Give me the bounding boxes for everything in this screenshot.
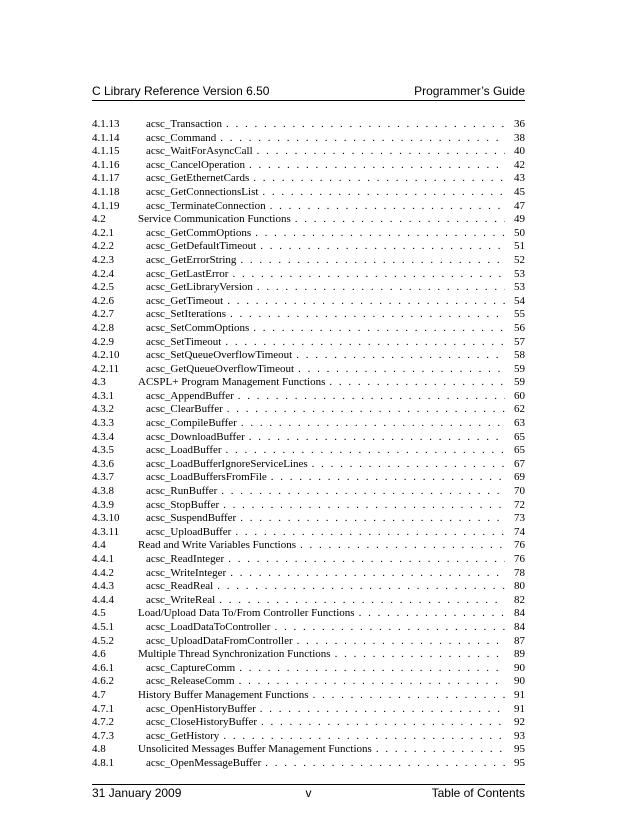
toc-entry[interactable]	[92, 240, 525, 254]
toc-entry-number: 4.6	[92, 648, 106, 661]
toc-entry-title: Read and Write Variables Functions	[138, 539, 297, 552]
toc-entry[interactable]	[92, 485, 525, 499]
toc-entry-number: 4.4.3	[92, 580, 114, 593]
toc-entry-line	[146, 322, 525, 336]
toc-entry-title: acsc_SetQueueOverflowTimeout	[146, 349, 293, 362]
toc-entry-page: 65	[514, 430, 525, 443]
toc-entry-line	[146, 118, 525, 132]
toc-entry-number: 4.1.17	[92, 172, 120, 185]
toc-entry-page: 78	[514, 566, 525, 579]
toc-entry-number: 4.2.11	[92, 362, 120, 375]
toc-entry-page: 56	[514, 321, 525, 334]
dot-leader	[226, 118, 505, 132]
toc-entry-number: 4.2.10	[92, 349, 120, 362]
toc-entry[interactable]	[92, 689, 525, 703]
toc-entry-page: 43	[514, 172, 525, 185]
toc-entry-page: 53	[514, 267, 525, 280]
toc-entry-line	[146, 444, 525, 458]
toc-entry-page: 63	[514, 417, 525, 430]
toc-entry-line	[146, 621, 525, 635]
toc-entry-title: History Buffer Management Functions	[138, 688, 309, 701]
toc-entry-line	[146, 417, 525, 431]
toc-entry-number: 4.2.6	[92, 294, 114, 307]
toc-entry[interactable]	[92, 159, 525, 173]
toc-entry-title: acsc_WaitForAsyncCall	[146, 145, 253, 158]
toc-entry-page: 50	[514, 226, 525, 239]
toc-entry-title: acsc_SetTimeout	[146, 335, 222, 348]
toc-entry-page: 95	[514, 743, 525, 756]
toc-entry[interactable]	[92, 512, 525, 526]
dot-leader	[223, 499, 505, 513]
toc-entry-number: 4.3.7	[92, 471, 114, 484]
toc-entry-page: 84	[514, 620, 525, 633]
toc-entry-line	[138, 743, 525, 757]
toc-entry[interactable]	[92, 132, 525, 146]
dot-leader	[227, 403, 505, 417]
toc-entry-page: 67	[514, 457, 525, 470]
toc-entry[interactable]	[92, 213, 525, 227]
toc-entry-line	[146, 567, 525, 581]
dot-leader	[359, 607, 505, 621]
toc-entry-line	[146, 662, 525, 676]
toc-entry-title: acsc_AppendBuffer	[146, 389, 234, 402]
dot-leader	[297, 635, 505, 649]
toc-entry-title: acsc_TerminateConnection	[146, 199, 266, 212]
toc-entry[interactable]	[92, 594, 525, 608]
toc-entry[interactable]	[92, 118, 525, 132]
dot-leader	[230, 308, 505, 322]
toc-entry-page: 62	[514, 403, 525, 416]
dot-leader	[228, 553, 505, 567]
toc-entry[interactable]	[92, 662, 525, 676]
page-footer	[92, 786, 525, 802]
toc-entry-title: Multiple Thread Synchronization Functions	[138, 648, 331, 661]
toc-entry-page: 55	[514, 308, 525, 321]
toc-entry[interactable]	[92, 431, 525, 445]
toc-entry-line	[146, 431, 525, 445]
toc-entry-title: acsc_GetHistory	[146, 729, 220, 742]
toc-entry-number: 4.4	[92, 539, 106, 552]
toc-entry[interactable]	[92, 635, 525, 649]
toc-entry-page: 82	[514, 593, 525, 606]
dot-leader	[249, 431, 505, 445]
toc-entry-line	[146, 716, 525, 730]
toc-entry-page: 53	[514, 281, 525, 294]
toc-entry-title: acsc_OpenMessageBuffer	[146, 756, 262, 769]
toc-entry-title: acsc_GetCommOptions	[146, 226, 252, 239]
toc-entry-title: acsc_SuspendBuffer	[146, 512, 237, 525]
dot-leader	[329, 376, 505, 390]
toc-entry-number: 4.3.4	[92, 430, 114, 443]
toc-entry-page: 54	[514, 294, 525, 307]
dot-leader	[238, 390, 505, 404]
toc-entry-title: acsc_CaptureComm	[146, 661, 236, 674]
toc-entry-title: acsc_WriteInteger	[146, 566, 227, 579]
toc-entry[interactable]	[92, 716, 525, 730]
toc-entry-title: acsc_CloseHistoryBuffer	[146, 716, 257, 729]
toc-entry-number: 4.2.9	[92, 335, 114, 348]
dot-leader	[274, 621, 505, 635]
toc-entry-page: 47	[514, 199, 525, 212]
toc-entry-title: Load/Upload Data To/From Controller Functions	[138, 607, 355, 620]
table-of-contents	[92, 118, 525, 771]
dot-leader	[249, 159, 505, 173]
toc-entry-number: 4.3.5	[92, 444, 114, 457]
toc-entry[interactable]	[92, 526, 525, 540]
dot-leader	[300, 539, 505, 553]
toc-entry-title: acsc_GetConnectionsList	[146, 185, 259, 198]
toc-entry-number: 4.3.9	[92, 498, 114, 511]
toc-entry-title: Service Communication Functions	[138, 213, 291, 226]
toc-entry-title: acsc_WriteReal	[146, 593, 216, 606]
toc-entry-number: 4.1.13	[92, 118, 120, 130]
toc-entry-page: 80	[514, 580, 525, 593]
toc-entry-line	[146, 349, 525, 363]
header-guide-name: Programmer’s Guide	[414, 84, 525, 98]
toc-entry-number: 4.5.1	[92, 620, 114, 633]
toc-entry[interactable]	[92, 349, 525, 363]
toc-entry[interactable]	[92, 471, 525, 485]
dot-leader	[261, 716, 505, 730]
header-rule	[92, 100, 525, 101]
toc-entry-number: 4.6.1	[92, 661, 114, 674]
toc-entry-number: 4.7.1	[92, 702, 114, 715]
toc-entry-page: 89	[514, 648, 525, 661]
toc-entry-line	[146, 145, 525, 159]
toc-entry[interactable]	[92, 336, 525, 350]
toc-entry-number: 4.2.4	[92, 267, 114, 280]
toc-entry-line	[138, 213, 525, 227]
dot-leader	[221, 485, 505, 499]
toc-entry[interactable]	[92, 648, 525, 662]
toc-entry-title: acsc_UploadDataFromController	[146, 634, 293, 647]
toc-entry-page: 90	[514, 675, 525, 688]
toc-entry-line	[146, 227, 525, 241]
toc-entry-page: 84	[514, 607, 525, 620]
toc-entry-title: ACSPL+ Program Management Functions	[138, 376, 326, 389]
toc-entry[interactable]	[92, 580, 525, 594]
toc-entry-number: 4.6.2	[92, 675, 114, 688]
dot-leader	[257, 145, 505, 159]
toc-entry-page: 36	[514, 118, 525, 130]
toc-entry[interactable]	[92, 172, 525, 186]
toc-entry-number: 4.1.19	[92, 199, 120, 212]
toc-entry[interactable]	[92, 268, 525, 282]
dot-leader	[257, 281, 505, 295]
toc-entry-line	[146, 757, 525, 771]
toc-entry[interactable]	[92, 254, 525, 268]
toc-entry-title: acsc_GetTimeout	[146, 294, 224, 307]
toc-entry[interactable]	[92, 607, 525, 621]
dot-leader	[230, 567, 505, 581]
toc-entry-title: acsc_ReadInteger	[146, 553, 225, 565]
toc-entry-line	[146, 336, 525, 350]
dot-leader	[239, 675, 505, 689]
toc-entry-number: 4.5	[92, 607, 106, 620]
dot-leader	[335, 648, 505, 662]
toc-entry-title: acsc_UploadBuffer	[146, 525, 232, 538]
toc-entry-number: 4.7	[92, 688, 106, 701]
toc-entry-number: 4.2.1	[92, 226, 114, 239]
dot-leader	[255, 227, 505, 241]
dot-leader	[227, 295, 505, 309]
toc-entry-title: acsc_OpenHistoryBuffer	[146, 702, 256, 715]
toc-entry-title: Unsolicited Messages Buffer Management Functions	[138, 743, 372, 756]
toc-entry[interactable]	[92, 417, 525, 431]
dot-leader	[253, 322, 505, 336]
toc-entry-page: 72	[514, 498, 525, 511]
toc-entry-number: 4.5.2	[92, 634, 114, 647]
footer-date: 31 January 2009	[92, 786, 182, 800]
toc-entry-line	[146, 254, 525, 268]
toc-entry-title: acsc_StopBuffer	[146, 498, 220, 511]
toc-entry-line	[146, 132, 525, 146]
dot-leader	[223, 730, 505, 744]
footer-section: Table of Contents	[431, 786, 525, 800]
toc-entry-line	[138, 689, 525, 703]
toc-entry-line	[146, 485, 525, 499]
toc-entry-line	[146, 363, 525, 377]
toc-entry-line	[146, 458, 525, 472]
toc-entry-page: 49	[514, 213, 525, 226]
dot-leader	[235, 526, 505, 540]
toc-entry-title: acsc_LoadBuffer	[146, 444, 222, 457]
toc-entry-line	[146, 730, 525, 744]
dot-leader	[295, 213, 505, 227]
dot-leader	[225, 336, 505, 350]
toc-entry-line	[146, 390, 525, 404]
toc-entry-page: 76	[514, 539, 525, 552]
toc-entry-line	[146, 281, 525, 295]
dot-leader	[376, 743, 505, 757]
toc-entry-page: 93	[514, 729, 525, 742]
toc-entry-line	[146, 635, 525, 649]
toc-entry-number: 4.1.16	[92, 158, 120, 171]
toc-entry-line	[146, 703, 525, 717]
toc-entry-number: 4.7.2	[92, 716, 114, 729]
toc-entry-page: 45	[514, 185, 525, 198]
toc-entry[interactable]	[92, 308, 525, 322]
toc-entry-line	[146, 240, 525, 254]
toc-entry-line	[146, 308, 525, 322]
toc-entry-line	[138, 539, 525, 553]
toc-entry-line	[146, 295, 525, 309]
toc-entry-line	[146, 172, 525, 186]
toc-entry[interactable]	[92, 376, 525, 390]
toc-entry-page: 58	[514, 349, 525, 362]
dot-leader	[239, 662, 505, 676]
dot-leader	[220, 132, 505, 146]
toc-entry-line	[146, 553, 525, 567]
dot-leader	[296, 349, 505, 363]
toc-entry-number: 4.8.1	[92, 756, 114, 769]
toc-entry-title: acsc_ReadReal	[146, 580, 214, 593]
toc-entry-title: acsc_Command	[146, 131, 217, 144]
toc-entry-line	[146, 675, 525, 689]
toc-entry-number: 4.8	[92, 743, 106, 756]
toc-entry-number: 4.3.11	[92, 525, 120, 538]
toc-entry-title: acsc_GetDefaultTimeout	[146, 240, 257, 253]
toc-entry[interactable]	[92, 539, 525, 553]
toc-entry[interactable]	[92, 730, 525, 744]
toc-entry-page: 38	[514, 131, 525, 144]
toc-entry-number: 4.3.3	[92, 417, 114, 430]
toc-entry-page: 60	[514, 389, 525, 402]
toc-entry[interactable]	[92, 553, 525, 567]
toc-entry[interactable]	[92, 295, 525, 309]
toc-entry-page: 91	[514, 702, 525, 715]
dot-leader	[298, 363, 505, 377]
toc-entry-number: 4.1.15	[92, 145, 120, 158]
toc-entry[interactable]	[92, 499, 525, 513]
toc-entry-title: acsc_LoadDataToController	[146, 620, 271, 633]
toc-entry-page: 40	[514, 145, 525, 158]
toc-entry-number: 4.3.2	[92, 403, 114, 416]
toc-entry[interactable]	[92, 567, 525, 581]
toc-entry-page: 69	[514, 471, 525, 484]
toc-entry[interactable]	[92, 458, 525, 472]
toc-entry-number: 4.1.18	[92, 185, 120, 198]
toc-entry-line	[146, 594, 525, 608]
dot-leader	[260, 703, 505, 717]
dot-leader	[313, 689, 505, 703]
toc-entry[interactable]	[92, 743, 525, 757]
toc-entry-line	[146, 403, 525, 417]
toc-entry-number: 4.4.4	[92, 593, 114, 606]
toc-entry-title: acsc_ClearBuffer	[146, 403, 223, 416]
toc-entry-page: 65	[514, 444, 525, 457]
toc-entry-number: 4.2.8	[92, 321, 114, 334]
toc-entry-number: 4.3	[92, 376, 106, 389]
toc-entry-title: acsc_SetCommOptions	[146, 321, 250, 334]
dot-leader	[240, 512, 505, 526]
toc-entry-number: 4.3.10	[92, 512, 120, 525]
dot-leader	[219, 594, 505, 608]
toc-entry-number: 4.2.5	[92, 281, 114, 294]
toc-entry-number: 4.1.14	[92, 131, 120, 144]
toc-entry-page: 91	[514, 688, 525, 701]
page-header	[92, 84, 525, 100]
dot-leader	[265, 757, 505, 771]
toc-entry-title: acsc_GetLastError	[146, 267, 229, 280]
toc-entry-title: acsc_GetErrorString	[146, 253, 237, 266]
dot-leader	[240, 254, 505, 268]
toc-entry-page: 90	[514, 661, 525, 674]
dot-leader	[271, 471, 505, 485]
toc-entry-page: 73	[514, 512, 525, 525]
toc-entry-page: 59	[514, 376, 525, 389]
toc-entry[interactable]	[92, 145, 525, 159]
toc-entry-title: acsc_GetQueueOverflowTimeout	[146, 362, 295, 375]
toc-entry-line	[146, 186, 525, 200]
dot-leader	[260, 240, 505, 254]
toc-entry-page: 57	[514, 335, 525, 348]
dot-leader	[232, 268, 505, 282]
toc-entry-page: 74	[514, 525, 525, 538]
toc-entry-line	[146, 159, 525, 173]
header-document-title: C Library Reference Version 6.50	[92, 84, 270, 98]
toc-entry-page: 76	[514, 553, 525, 565]
dot-leader	[312, 458, 505, 472]
toc-entry-title: acsc_CompileBuffer	[146, 417, 237, 430]
dot-leader	[226, 444, 505, 458]
toc-entry[interactable]	[92, 322, 525, 336]
toc-entry-page: 52	[514, 253, 525, 266]
toc-entry-line	[146, 200, 525, 214]
toc-entry-line	[146, 512, 525, 526]
toc-entry-line	[146, 526, 525, 540]
toc-entry-number: 4.4.1	[92, 553, 114, 565]
toc-entry-title: acsc_CancelOperation	[146, 158, 245, 171]
toc-entry-title: acsc_SetIterations	[146, 308, 227, 321]
toc-entry-number: 4.2.3	[92, 253, 114, 266]
toc-entry[interactable]	[92, 390, 525, 404]
toc-entry-number: 4.3.6	[92, 457, 114, 470]
toc-entry-line	[138, 376, 525, 390]
toc-entry[interactable]	[92, 200, 525, 214]
toc-entry-line	[146, 580, 525, 594]
toc-entry-title: acsc_ReleaseComm	[146, 675, 235, 688]
toc-entry-page: 92	[514, 716, 525, 729]
toc-entry-page: 51	[514, 240, 525, 253]
toc-entry[interactable]	[92, 363, 525, 377]
footer-rule	[92, 784, 525, 785]
dot-leader	[270, 200, 505, 214]
toc-entry-title: acsc_GetEthernetCards	[146, 172, 250, 185]
toc-entry-title: acsc_LoadBuffersFromFile	[146, 471, 267, 484]
toc-entry-title: acsc_GetLibraryVersion	[146, 281, 253, 294]
toc-entry-page: 87	[514, 634, 525, 647]
toc-entry-title: acsc_DownloadBuffer	[146, 430, 245, 443]
toc-entry[interactable]	[92, 675, 525, 689]
toc-entry-page: 59	[514, 362, 525, 375]
dot-leader	[241, 417, 505, 431]
toc-entry[interactable]	[92, 281, 525, 295]
toc-entry[interactable]	[92, 703, 525, 717]
toc-entry-number: 4.2	[92, 213, 106, 226]
toc-entry[interactable]	[92, 403, 525, 417]
toc-entry[interactable]	[92, 621, 525, 635]
dot-leader	[262, 186, 505, 200]
toc-entry-number: 4.2.2	[92, 240, 114, 253]
toc-entry-line	[138, 607, 525, 621]
toc-entry-number: 4.7.3	[92, 729, 114, 742]
toc-entry-number: 4.2.7	[92, 308, 114, 321]
toc-entry-line	[146, 499, 525, 513]
toc-entry-title: acsc_Transaction	[146, 118, 222, 130]
toc-entry-number: 4.3.1	[92, 389, 114, 402]
toc-entry[interactable]	[92, 227, 525, 241]
toc-entry-title: acsc_LoadBufferIgnoreServiceLines	[146, 457, 308, 470]
dot-leader	[217, 580, 505, 594]
toc-entry-page: 95	[514, 756, 525, 769]
toc-entry-line	[146, 268, 525, 282]
dot-leader	[253, 172, 505, 186]
toc-entry-page: 42	[514, 158, 525, 171]
toc-entry-title: acsc_RunBuffer	[146, 485, 218, 498]
toc-entry-line	[138, 648, 525, 662]
toc-entry[interactable]	[92, 186, 525, 200]
toc-entry-page: 70	[514, 485, 525, 498]
toc-entry-number: 4.3.8	[92, 485, 114, 498]
toc-entry-line	[146, 471, 525, 485]
toc-entry[interactable]	[92, 444, 525, 458]
toc-entry-number: 4.4.2	[92, 566, 114, 579]
footer-page-number: v	[305, 786, 312, 800]
toc-entry[interactable]	[92, 757, 525, 771]
